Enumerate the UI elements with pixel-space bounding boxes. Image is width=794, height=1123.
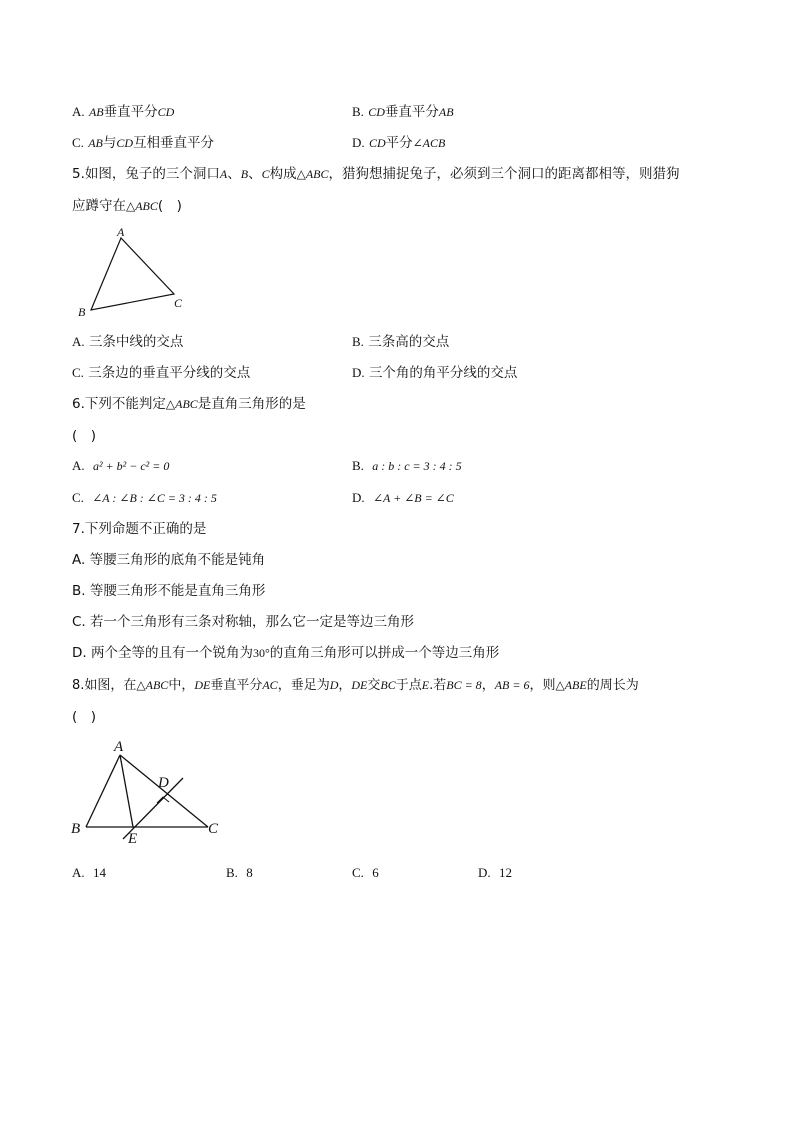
q8-segment-ae [120, 755, 133, 827]
q5-stem-math: △ABC [296, 167, 329, 181]
q5-stem-text: 、 [227, 166, 241, 182]
q8-stem-math: AC [262, 678, 278, 692]
q4-option-b-text: 垂直平分 [384, 104, 439, 120]
q6-option-c-label: C. [72, 490, 84, 505]
q7-option-c[interactable]: C. 若一个三角形有三条对称轴，那么它一定是等边三角形 [72, 614, 415, 630]
q5-option-d-text: 三个角的角平分线的交点 [368, 365, 518, 381]
q4-option-a-math-1: AB [88, 105, 104, 119]
q4-option-c-math-1: AB [88, 136, 103, 150]
q8-option-b[interactable] [226, 864, 253, 882]
q8-stem-text: 中， [168, 678, 195, 693]
q6-option-b[interactable] [352, 457, 462, 475]
q8-label-a: A [114, 739, 124, 755]
q5-stem-text: 构成 [269, 166, 297, 182]
q5-label-c: C [174, 296, 183, 310]
q8-option-d-value: 12 [498, 865, 512, 880]
q8-option-c[interactable] [352, 864, 379, 882]
q8-stem-math: BC [380, 678, 396, 692]
q8-paren: ( ) [72, 709, 97, 725]
q5-stem-math: A [219, 167, 228, 181]
q4-option-a-math-2: CD [157, 105, 175, 119]
q4-option-d-label: D. [352, 135, 365, 150]
q8-option-c-value: 6 [372, 865, 379, 880]
q6-option-c[interactable] [72, 489, 217, 507]
q4-option-d-math-2: ∠ACB [412, 136, 446, 150]
q7-option-d[interactable] [72, 644, 499, 662]
q7-option-d-text: 的直角三角形可以拼成一个等边三角形 [269, 645, 500, 661]
q5-option-a-text: 三条中线的交点 [88, 334, 184, 350]
q5-triangle-abc [91, 238, 174, 310]
q8-stem-text: ，则 [529, 678, 556, 693]
q4-option-c-text-1: 与 [102, 135, 117, 151]
q8-stem-math: E [421, 678, 430, 692]
q8-stem-text: 于点 [395, 678, 422, 693]
q6-option-d-math: ∠A + ∠B = ∠C [372, 491, 454, 505]
q8-option-a-value: 14 [92, 865, 106, 880]
q4-option-c-math-2: CD [116, 136, 134, 150]
q8-label-e: E [128, 831, 138, 847]
q8-option-d[interactable] [478, 864, 512, 882]
q5-stem-text: 、 [248, 166, 262, 182]
q5-label-b: B [78, 305, 86, 319]
q6-option-a-math: a² + b² − c² = 0 [92, 459, 170, 473]
q8-stem-text: ，垂足为 [277, 678, 330, 693]
q6-stem-text: 6.下列不能判定 [72, 396, 166, 412]
q4-option-d-math-1: CD [368, 136, 386, 150]
q6-option-b-label: B. [352, 458, 364, 473]
q6-option-d[interactable] [352, 489, 454, 507]
q8-label-d: D [158, 775, 169, 791]
q6-option-a-label: A. [72, 458, 85, 473]
q6-option-b-math: a : b : c = 3 : 4 : 5 [372, 459, 462, 473]
q5-option-c-label: C. [72, 365, 84, 380]
q4-option-b-math-2: AB [438, 105, 454, 119]
q8-stem-text: ， [338, 678, 352, 693]
q4-option-d-text: 平分 [385, 135, 413, 151]
q7-option-b[interactable]: B. 等腰三角形不能是直角三角形 [72, 583, 266, 599]
q4-option-a-label: A. [72, 104, 85, 119]
q6-option-a[interactable] [72, 457, 169, 475]
q5-option-c-text: 三条边的垂直平分线的交点 [88, 365, 251, 381]
q5-stem-text: 应蹲守在 [72, 198, 126, 214]
q5-triangle-figure [70, 224, 190, 320]
q8-stem-math: D [329, 678, 339, 692]
q8-stem-text: 垂直平分 [210, 678, 263, 693]
q6-stem [72, 395, 306, 413]
q5-option-a[interactable] [72, 333, 183, 351]
q4-option-a[interactable] [72, 103, 174, 121]
q8-stem-math: △ABE [555, 678, 587, 692]
q8-label-b: B [71, 821, 81, 837]
q4-option-b-math-1: CD [368, 105, 385, 119]
q5-option-a-label: A. [72, 334, 85, 349]
q7-option-d-text: D. 两个全等的且有一个锐角为 [72, 645, 253, 661]
q5-stem-math: C [261, 167, 270, 181]
q8-stem-text: ， [481, 678, 495, 693]
q8-stem-text: .若 [429, 678, 447, 693]
q4-option-c-text-2: 互相垂直平分 [133, 135, 215, 151]
q8-option-a[interactable] [72, 864, 106, 882]
q4-option-d[interactable] [352, 134, 445, 152]
q5-option-b-label: B. [352, 334, 364, 349]
q8-option-c-label: C. [352, 865, 364, 880]
q5-option-d-label: D. [352, 365, 365, 380]
q4-option-b[interactable] [352, 103, 454, 121]
q7-option-d-math: 30° [252, 646, 270, 660]
q8-option-b-label: B. [226, 865, 238, 880]
q5-stem-text: 5.如图，兔子的三个洞口 [72, 166, 220, 182]
q4-option-c[interactable] [72, 134, 214, 152]
q8-stem-text: 交 [367, 678, 381, 693]
q8-label-c: C [208, 821, 219, 837]
q6-stem-math: △ABC [165, 397, 198, 411]
q5-stem-text: ，猎狗想捕捉兔子，必须到三个洞口的距离都相等，则猎狗 [328, 166, 680, 182]
q8-stem-math: DE [194, 678, 211, 692]
q7-stem: 7.下列命题不正确的是 [72, 521, 207, 537]
q8-triangle-figure [66, 735, 236, 847]
q5-stem-line-2 [72, 197, 182, 215]
q5-option-c[interactable] [72, 364, 250, 382]
q4-option-b-label: B. [352, 104, 364, 119]
q5-stem-line-1 [72, 165, 680, 183]
q5-option-b[interactable] [352, 333, 449, 351]
q6-option-d-label: D. [352, 490, 365, 505]
q4-option-a-text: 垂直平分 [103, 104, 158, 120]
q8-option-b-value: 8 [246, 865, 253, 880]
q8-line-de [123, 778, 183, 839]
q6-paren: ( ) [72, 428, 97, 444]
q8-option-d-label: D. [478, 865, 491, 880]
q8-stem-math: DE [351, 678, 368, 692]
q8-stem-text: 的周长为 [586, 678, 639, 693]
q7-option-a[interactable]: A. 等腰三角形的底角不能是钝角 [72, 552, 266, 568]
q4-option-c-label: C. [72, 135, 84, 150]
q6-stem-text: 是直角三角形的是 [197, 396, 306, 412]
q6-option-c-math: ∠A : ∠B : ∠C = 3 : 4 : 5 [92, 491, 217, 505]
q8-stem-text: 8.如图，在 [72, 678, 137, 693]
q5-label-a: A [117, 225, 125, 239]
q8-stem-math: AB = 6 [494, 678, 530, 692]
q8-option-a-label: A. [72, 865, 85, 880]
q8-segment-ac [120, 755, 208, 827]
q8-segment-ab [86, 755, 120, 827]
q8-stem-math: BC = 8 [446, 678, 482, 692]
q5-option-b-text: 三条高的交点 [368, 334, 450, 350]
q8-stem-math: △ABC [136, 678, 169, 692]
q5-stem-math: △ABC [126, 199, 158, 213]
q5-option-d[interactable] [352, 364, 517, 382]
q5-stem-math: B [240, 167, 249, 181]
q5-stem-paren: ( ) [157, 198, 182, 214]
q8-stem [72, 676, 639, 695]
